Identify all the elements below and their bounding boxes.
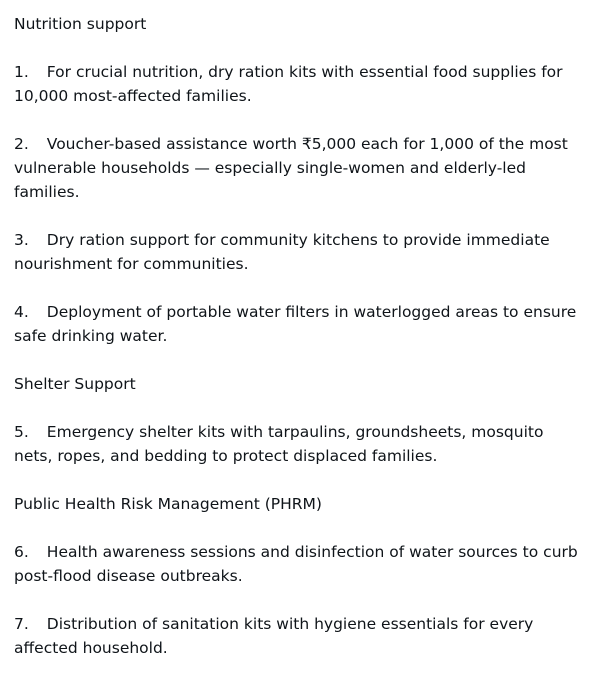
item-number: 1.: [14, 63, 29, 81]
item-number: 5.: [14, 423, 29, 441]
item-text: Health awareness sessions and disinfection of water sources to curb post-flood disease outbreaks.: [14, 543, 578, 585]
item-text: Dry ration support for community kitchens to provide immediate nourishment for communities.: [14, 231, 550, 273]
list-item: [14, 540, 584, 588]
list-item: [14, 132, 584, 204]
item-number: 2.: [14, 135, 29, 153]
post-text: [14, 12, 584, 684]
list-item: [14, 300, 584, 348]
list-item: [14, 420, 584, 468]
section-heading-nutrition: Nutrition support: [14, 15, 147, 33]
item-number: 7.: [14, 615, 29, 633]
item-number: 6.: [14, 543, 29, 561]
list-item: [14, 60, 584, 108]
item-text: Distribution of sanitation kits with hygiene essentials for every affected household.: [14, 615, 534, 657]
item-number: 4.: [14, 303, 29, 321]
item-text: Deployment of portable water filters in waterlogged areas to ensure safe drinking water.: [14, 303, 577, 345]
item-text: Voucher-based assistance worth ₹5,000 each for 1,000 of the most vulnerable households — especially single-women and elderly-led families.: [14, 135, 568, 201]
section-heading-phrm: Public Health Risk Management (PHRM): [14, 495, 322, 513]
item-number: 3.: [14, 231, 29, 249]
list-item: [14, 612, 584, 660]
item-text: For crucial nutrition, dry ration kits with essential food supplies for 10,000 most-affected families.: [14, 63, 563, 105]
list-item: [14, 228, 584, 276]
section-heading-shelter: Shelter Support: [14, 375, 136, 393]
item-text: Emergency shelter kits with tarpaulins, groundsheets, mosquito nets, ropes, and bedding to protect displaced families.: [14, 423, 544, 465]
